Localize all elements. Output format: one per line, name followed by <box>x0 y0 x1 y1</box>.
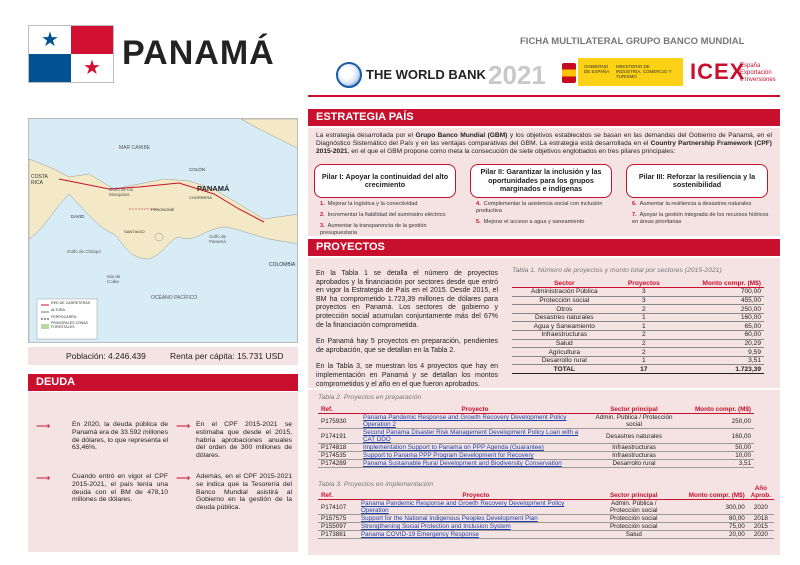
table2-cell: P174818 <box>318 444 360 452</box>
objective-number: 7. <box>632 212 637 218</box>
table1-cell: 1.723,39 <box>671 365 764 374</box>
table1-cell: 250,00 <box>671 305 764 314</box>
table3-cell: Protección social <box>594 515 674 523</box>
objective-item <box>476 219 616 226</box>
table1-cell: Administración Pública <box>512 288 617 297</box>
table1-cell: 3 <box>617 296 671 305</box>
table3-cell: P157575 <box>318 515 358 523</box>
map-label-chorrera: CHORRERA <box>189 195 212 200</box>
table1-header: Proyectos <box>617 279 671 288</box>
spain-crest-icon <box>562 63 576 83</box>
table3-cell: P155097 <box>318 523 358 531</box>
map-label-coiba: Isla de Coiba <box>107 274 121 284</box>
table3-cell: Admin. Pública / Protección social <box>594 500 674 515</box>
poblacion: Población: 4.246.439 <box>66 351 146 361</box>
table1-cell: 160,00 <box>671 313 764 322</box>
table1-cell: Agua y Saneamiento <box>512 322 617 331</box>
table1-cell: 1 <box>617 356 671 365</box>
table2-cell: P174289 <box>318 460 360 468</box>
pillar-2: Pilar II: Garantizar la inclusión y las oportunidades para los grupos marginados e indígenas <box>470 164 612 198</box>
table1-cell: Desarrollo rural <box>512 356 617 365</box>
project-link[interactable]: Panama Pandemic Response and Growth Recovery Development Policy Operation <box>360 500 565 514</box>
table2-cell: P174535 <box>318 452 360 460</box>
table1-cell: 9,59 <box>671 348 764 357</box>
section-estrategia-title: ESTRATEGIA PAÍS <box>308 109 780 126</box>
project-link[interactable]: Strengthening Social Protection and Inclusion System <box>360 523 511 530</box>
legend-item: ALTURA <box>51 308 65 312</box>
project-link[interactable]: Support to Panama PPP Program Development for Recovery <box>363 452 534 459</box>
gobierno-text: GOBIERNO DE ESPAÑA <box>584 64 610 74</box>
table3-header: Sector principal <box>594 485 674 500</box>
table3 <box>318 485 774 539</box>
objective-text: Aumentar la transparencia de la gestión presupuestaria <box>320 223 427 236</box>
table1-row <box>512 331 764 340</box>
objective-item <box>320 212 460 219</box>
table2-cell <box>360 444 590 452</box>
table3-cell: P173881 <box>318 531 358 539</box>
table2-cell: 50,00 <box>678 444 754 452</box>
table1-row <box>512 288 764 297</box>
icex-sub-line: España <box>740 63 761 69</box>
estrategia-t1: La estrategia desarrollada por el <box>316 132 413 139</box>
map-label-golfo-panama: Golfo de Panamá <box>209 234 227 244</box>
table1-header: Sector <box>512 279 617 288</box>
project-link[interactable]: Panama Pandemic Response and Growth Recovery Development Policy Operation 2 <box>363 414 567 428</box>
deuda-item-2: En el CPF 2015-2021 se estimaba que desde el 2015, habría aprobaciones anuales del orden de 300 millones de dólares. <box>196 421 292 460</box>
table1-cell: Infraestructuras <box>512 331 617 340</box>
pillar-3-objectives <box>632 201 772 226</box>
table1-cell: 3,51 <box>671 356 764 365</box>
objective-number: 4. <box>476 201 481 207</box>
legend-item: FERROCARRIL <box>51 315 77 319</box>
table1-cell: 3 <box>617 288 671 297</box>
table1-row <box>512 348 764 357</box>
blue-star-icon: ★ <box>41 29 59 51</box>
table1-row <box>512 296 764 305</box>
table1-row <box>512 305 764 314</box>
estrategia-text <box>316 132 772 155</box>
table3-row <box>318 515 774 523</box>
icex-logo: ICEX <box>690 59 746 84</box>
table3-cell: 2015 <box>748 523 774 531</box>
map-label-mar: MAR CARIBE <box>119 145 151 151</box>
objective-text: Complementar la asistencia social con inclusión productiva <box>476 201 603 214</box>
table3-header: Año Aprob. <box>748 485 774 500</box>
table1-cell: 2 <box>617 339 671 348</box>
arrow-icon: ⟶ <box>36 473 51 484</box>
header-divider <box>308 95 780 97</box>
table2-header: Ref. <box>318 406 360 414</box>
table3-cell <box>358 523 594 531</box>
map-label-mosquitos: Golfo de los Mosquitos <box>109 187 134 197</box>
table2-body <box>318 414 754 468</box>
table1-cell: 1 <box>617 322 671 331</box>
section-proyectos-title: PROYECTOS <box>308 239 780 256</box>
table3-cell <box>358 515 594 523</box>
table3-cell <box>358 500 594 515</box>
objective-text: Apoyar la gestión integrada de los recursos hídricos en áreas prioritarias <box>632 212 769 225</box>
deuda-item-3: Cuando entró en vigor el CPF 2015-2021, el país tenía una deuda con el BM de 478,10 millones de dólares. <box>72 473 168 504</box>
table2-cell <box>360 429 590 444</box>
map-label-penonome: PENONOMÉ <box>151 207 175 212</box>
table3-header: Ref. <box>318 485 358 500</box>
table2-row <box>318 414 754 429</box>
objective-text: Mejorar la logística y la conectividad <box>327 201 418 207</box>
table2-header: Proyecto <box>360 406 590 414</box>
table2-caption: Tabla 2. Proyectos en preparación <box>318 394 422 401</box>
table1-row <box>512 356 764 365</box>
objective-item <box>320 223 460 237</box>
deuda-item-4: Además, en el CPF 2015-2021 se indica que la Tesorería del Banco Mundial asistirá al Gobierno en la gestión de la deuda pública. <box>196 473 292 512</box>
map-label-santiago: SANTIAGO <box>124 229 145 234</box>
table3-cell: 75,00 <box>674 523 748 531</box>
table3-header-row <box>318 485 774 500</box>
arrow-icon: ⟶ <box>36 421 51 432</box>
arrow-icon: ⟶ <box>176 473 191 484</box>
map-label-david: DAVID <box>71 214 85 219</box>
legend-item: FORESTALES <box>51 325 75 329</box>
pillar-1: Pilar I: Apoyar la continuidad del alto crecimiento <box>314 164 456 198</box>
table1-header-row <box>512 279 764 288</box>
table2-cell: Infraestructuras <box>590 452 678 460</box>
table2-header-row <box>318 406 754 414</box>
estrategia-t5: , en el que el GBM propone como meta la consecución de siete objetivos englobados en tres pilares principales: <box>347 147 676 155</box>
table2-row <box>318 452 754 460</box>
table2-cell: Desastres naturales <box>590 429 678 444</box>
table3-caption: Tabla 3. Proyectos en implementación <box>318 481 433 488</box>
proyectos-p2: En Panamá hay 5 proyectos en preparación, pendientes de aprobación, que se detallan en la Tabla 2. <box>316 338 498 354</box>
table2-header: Sector principal <box>590 406 678 414</box>
map-label-chiriqui: Golfo de Chiriquí <box>67 249 101 254</box>
project-link[interactable]: Support for the National Indigenous Peoples Development Plan <box>360 515 538 522</box>
objective-item <box>632 201 772 208</box>
ficha-title: FICHA MULTILATERAL GRUPO BANCO MUNDIAL <box>520 36 745 47</box>
world-bank-globe-icon <box>336 62 362 88</box>
project-link[interactable]: Panama Sustainable Rural Development and Biodiversity Conservation <box>363 460 562 467</box>
table1-cell: 2 <box>617 331 671 340</box>
table1-cell: Otros <box>512 305 617 314</box>
table2-cell: Admin. Pública / Protección social <box>590 414 678 429</box>
panama-map <box>28 118 298 343</box>
panama-flag <box>28 25 114 83</box>
map-label-costa: COSTA RICA <box>31 174 48 186</box>
section-deuda-title: DEUDA <box>28 374 298 391</box>
estrategia-t3: y los objetivos establecidos se basan en las demandas del Gobierno de Panamá, en el Diagnóstico Sistemático del País y en las ventajas comparativas del GBM. La estrategia está desarrollada en el <box>316 132 772 147</box>
table1-cell: 2 <box>617 348 671 357</box>
legend-item: RED DE CARRETERAS <box>51 301 91 305</box>
table1-cell: Desastres naturales <box>512 313 617 322</box>
table3-cell <box>358 531 594 539</box>
objective-number: 3. <box>320 223 325 229</box>
year-label: 2021 <box>488 60 546 90</box>
renta-per-capita: Renta per cápita: 15.731 USD <box>170 351 284 361</box>
table2-row <box>318 460 754 468</box>
red-star-icon: ★ <box>83 57 101 79</box>
estrategia-t2: Grupo Banco Mundial (GBM) <box>415 132 508 139</box>
table1-cell: Salud <box>512 339 617 348</box>
table1-cell: 20,29 <box>671 339 764 348</box>
table1-cell: 2 <box>617 305 671 314</box>
table3-row <box>318 531 774 539</box>
table3-body <box>318 500 774 539</box>
table2-cell <box>360 452 590 460</box>
proyectos-p3: En la Tabla 3, se muestran los 4 proyectos que hay en implementación en Panamá y se detallan los montos comprometidos y el año en el que fueron aprobados. <box>316 363 498 388</box>
table3-cell: 2018 <box>748 515 774 523</box>
objective-text: Mejorar el acceso a agua y saneamiento <box>483 219 585 225</box>
table3-header: Monto compr. (M$) <box>674 485 748 500</box>
ministerio-text: MINISTERIO DE INDUSTRIA, COMERCIO Y TURISMO <box>616 64 672 79</box>
project-link[interactable]: Panama COVID-19 Emergency Response <box>360 531 479 538</box>
table1 <box>512 279 764 374</box>
pillar-2-objectives <box>476 201 616 226</box>
project-link[interactable]: Implementation Support to Panama on PPP Agenda (Guarantee) <box>363 444 544 451</box>
map-legend <box>51 300 90 329</box>
table2-cell: 10,00 <box>678 452 754 460</box>
objective-number: 5. <box>476 219 481 225</box>
objective-item <box>632 212 772 226</box>
table2-cell: 3,51 <box>678 460 754 468</box>
objective-text: Incrementar la fiabilidad del suministro eléctrico <box>327 212 446 218</box>
table3-row <box>318 523 774 531</box>
table2-cell: 160,00 <box>678 429 754 444</box>
table2-cell: P175930 <box>318 414 360 429</box>
table2-cell <box>360 414 590 429</box>
icex-sub-line: Exportación <box>740 70 772 76</box>
table2-cell: P174191 <box>318 429 360 444</box>
objective-text: Aumentar la resiliencia a desastres naturales <box>639 201 752 207</box>
table1-cell: 60,00 <box>671 331 764 340</box>
map-label-panama: PANAMÁ <box>197 184 230 193</box>
table2-row <box>318 444 754 452</box>
table3-cell: Salud <box>594 531 674 539</box>
table1-cell: Agricultura <box>512 348 617 357</box>
icex-sub-line: e Inversiones <box>740 77 776 83</box>
table1-cell: 455,00 <box>671 296 764 305</box>
legend-item: PRINCIPALES ZONAS <box>51 321 88 325</box>
table1-row <box>512 313 764 322</box>
stats-bar <box>28 347 298 365</box>
table1-caption: Tabla 1. Número de proyectos y monto total por sectores (2015-2021) <box>512 267 722 274</box>
objective-number: 6. <box>632 201 637 207</box>
table2-cell: Infraestructuras <box>590 444 678 452</box>
world-bank-logo: THE WORLD BANK <box>366 67 486 82</box>
table1-cell: 1 <box>617 313 671 322</box>
table2 <box>318 406 754 468</box>
table2-row <box>318 429 754 444</box>
deuda-box <box>28 392 298 552</box>
icex-subtitle <box>740 63 790 84</box>
table3-header: Proyecto <box>358 485 594 500</box>
table1-cell: Protección social <box>512 296 617 305</box>
pillar-3: Pilar III: Reforzar la resiliencia y la sostenibilidad <box>626 164 768 198</box>
table1-cell: TOTAL <box>512 365 617 374</box>
table3-cell: 80,00 <box>674 515 748 523</box>
table1-body <box>512 288 764 365</box>
table1-cell: 17 <box>617 365 671 374</box>
project-link[interactable]: Second Panama Disaster Risk Management Development Policy Loan with a CAT DDO <box>363 429 579 443</box>
table1-cell: 700,00 <box>671 288 764 297</box>
table1-row <box>512 339 764 348</box>
objective-number: 1. <box>320 201 325 207</box>
table2-header: Monto compr. (M$) <box>678 406 754 414</box>
table3-cell: 300,00 <box>674 500 748 515</box>
map-label-pacifico: OCÉANO PACÍFICO <box>151 295 198 301</box>
table3-cell: 2020 <box>748 500 774 515</box>
objective-number: 2. <box>320 212 325 218</box>
table3-cell: 2020 <box>748 531 774 539</box>
objective-item <box>476 201 616 215</box>
objective-item <box>320 201 460 208</box>
table3-cell: 20,00 <box>674 531 748 539</box>
table2-cell: Desarrollo rural <box>590 460 678 468</box>
table3-cell: P174107 <box>318 500 358 515</box>
map-label-colombia: COLOMBIA <box>269 262 296 268</box>
table3-row <box>318 500 774 515</box>
table3-cell: Protección social <box>594 523 674 531</box>
table2-cell <box>360 460 590 468</box>
proyectos-p1: En la Tabla 1 se detalla el número de proyectos aprobados y la financiación por sectores desde que entró en vigor la Estrategia de País en el 2015. Desde 2015, el BM ha comprometido 1.723,39 millones de dólares para proyectos en Panamá. Los sectores de gobierno y protección social acumulan conjuntamente más del 67% de la financiación comprometida. <box>316 270 498 329</box>
proyectos-text <box>316 270 498 389</box>
table1-cell: 65,00 <box>671 322 764 331</box>
table1-total-row <box>512 365 764 374</box>
estrategia-t4: Country Partnership Framework (CPF) 2015-2021 <box>316 139 773 155</box>
pillar-1-objectives <box>320 201 460 237</box>
table1-row <box>512 322 764 331</box>
country-title: PANAMÁ <box>122 34 275 72</box>
map-label-colon: COLÓN <box>189 167 206 172</box>
table2-cell: 250,00 <box>678 414 754 429</box>
table1-header: Monto compr. (M$) <box>671 279 764 288</box>
deuda-item-1: En 2020, la deuda pública de Panamá era de 33.592 millones de dólares, lo que representa el 63,46%. <box>72 421 168 452</box>
arrow-icon: ⟶ <box>176 421 191 432</box>
